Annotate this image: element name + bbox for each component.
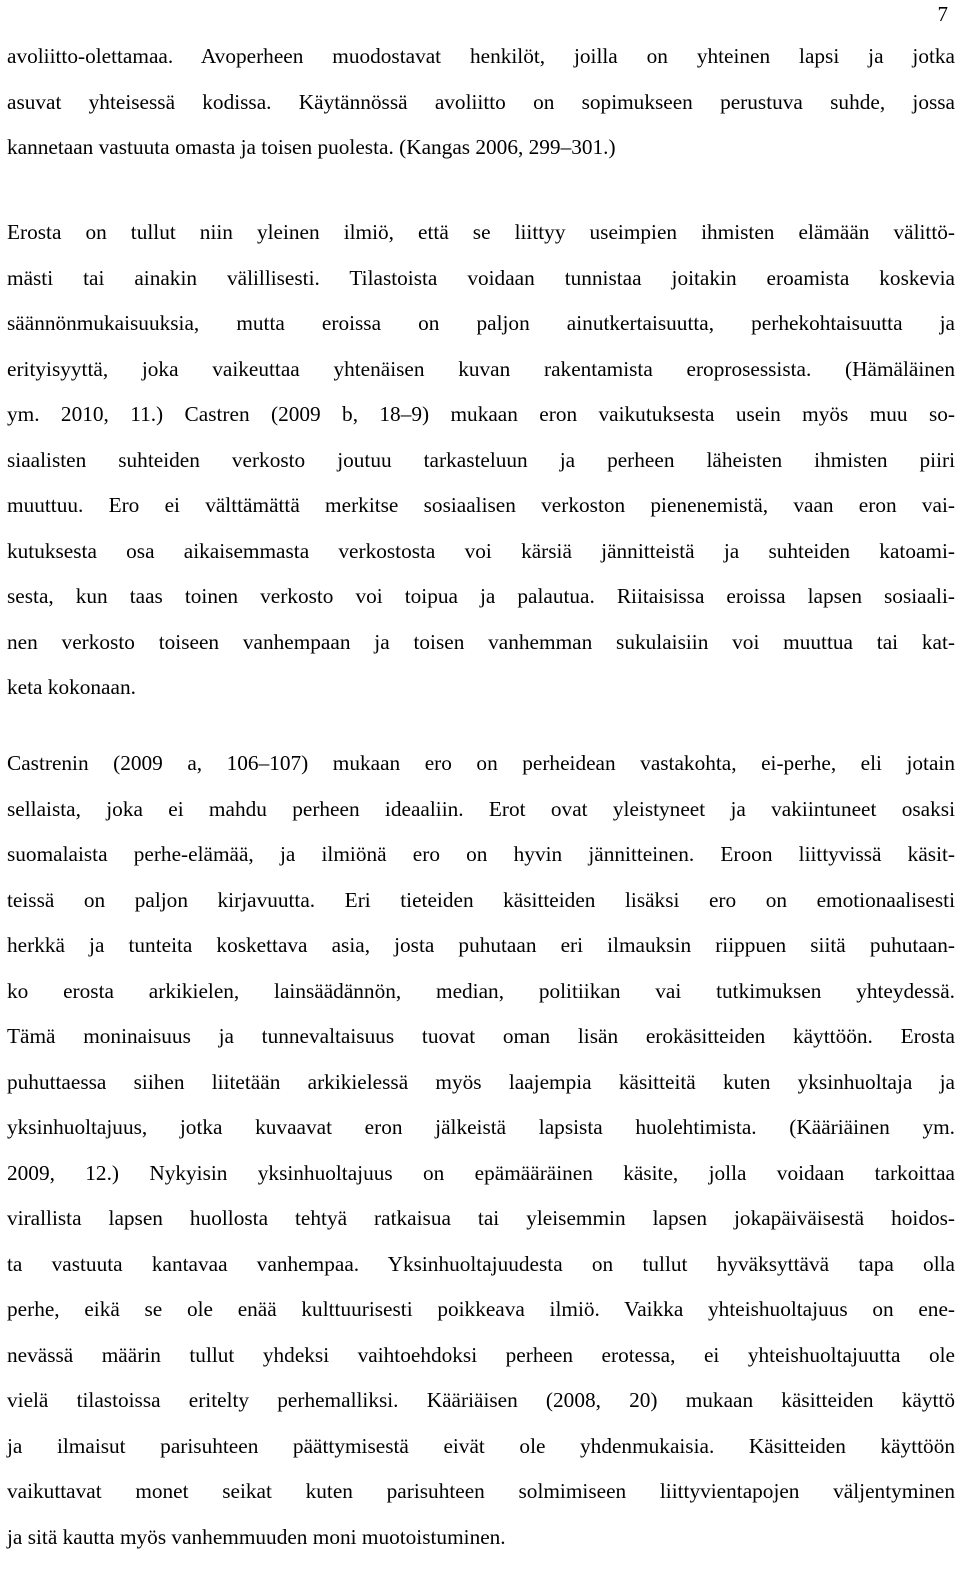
text-line: nen verkosto toiseen vanhempaan ja toisen vanhemman sukulaisiin voi muuttua tai kat-	[7, 629, 955, 654]
text-line: ym. 2010, 11.) Castren (2009 b, 18–9) mukaan eron vaikutuksesta usein myös muu so-	[7, 402, 955, 426]
text-line: muuttuu. Ero ei välttämättä merkitse sosiaalisen verkoston pienenemistä, vaan eron vai-	[7, 493, 955, 517]
text-line: kannetaan vastuuta omasta ja toisen puolesta. (Kangas 2006, 299–301.)	[7, 135, 616, 159]
text-line: teissä on paljon kirjavuutta. Eri tieteiden käsitteiden lisäksi ero on emotionaalisesti	[7, 887, 955, 912]
text-line: säännönmukaisuuksia, mutta eroissa on paljon ainutkertaisuutta, perhekohtaisuutta ja	[7, 311, 955, 335]
text-line: ja ilmaisut parisuhteen päättymisestä eivät ole yhdenmukaisia. Käsitteiden käyttöön	[7, 1433, 955, 1458]
text-line: keta kokonaan.	[7, 675, 136, 699]
text-line: ko erosta arkikielen, lainsäädännön, median, politiikan vai tutkimuksen yhteydessä.	[7, 978, 955, 1003]
text-line: vielä tilastoissa eritelty perhemalliksi. Kääriäisen (2008, 20) mukaan käsitteiden käyttö	[7, 1388, 955, 1412]
text-line: virallista lapsen huollosta tehtyä ratkaisua tai yleisemmin lapsen jokapäiväisestä hoidos-	[7, 1206, 955, 1230]
text-line: ja sitä kautta myös vanhemmuuden moni muotoistuminen.	[7, 1524, 506, 1549]
paragraph-cohabitation	[7, 34, 955, 171]
page-number: 7	[937, 2, 948, 26]
text-line: Tämä moninaisuus ja tunnevaltaisuus tuovat oman lisän erokäsitteiden käyttöön. Erosta	[7, 1024, 955, 1048]
text-line: yksinhuoltajuus, jotka kuvaavat eron jälkeistä lapsista huolehtimista. (Kääriäinen ym.	[7, 1115, 955, 1139]
text-line: kutuksesta osa aikaisemmasta verkostosta voi kärsiä jännitteistä ja suhteiden katoami-	[7, 538, 955, 563]
text-line: Castrenin (2009 a, 106–107) mukaan ero on perheidean vastakohta, ei-perhe, eli jotain	[7, 751, 955, 775]
text-line: mästi tai ainakin välillisesti. Tilastoista voidaan tunnistaa joitakin eroamista koskevia	[7, 265, 955, 290]
text-line: asuvat yhteisessä kodissa. Käytännössä avoliitto on sopimukseen perustuva suhde, jossa	[7, 89, 955, 114]
paragraph-divorce-networks	[7, 210, 955, 711]
text-line: suomalaista perhe-elämää, ja ilmiönä ero on hyvin jännitteinen. Eroon liittyvissä käsit-	[7, 842, 955, 866]
text-line: 2009, 12.) Nykyisin yksinhuoltajuus on epämääräinen käsite, jolla voidaan tarkoittaa	[7, 1160, 955, 1185]
text-line: avoliitto-olettamaa. Avoperheen muodostavat henkilöt, joilla on yhteinen lapsi ja jotka	[7, 44, 955, 68]
text-line: puhuttaessa siihen liitetään arkikielessä myös laajempia käsitteitä kuten yksinhuoltaja ja	[7, 1069, 955, 1094]
text-line: perhe, eikä se ole enää kulttuurisesti poikkeava ilmiö. Vaikka yhteishuoltajuus on ene-	[7, 1297, 955, 1321]
paragraph-divorce-concepts	[7, 741, 955, 1560]
text-line: sesta, kun taas toinen verkosto voi toipua ja palautua. Riitaisissa eroissa lapsen sosiaali-	[7, 584, 955, 608]
text-line: erityisyyttä, joka vaikeuttaa yhtenäisen kuvan rakentamista eroprosessista. (Hämäläinen	[7, 356, 955, 381]
text-line: herkkä ja tunteita koskettava asia, josta puhutaan eri ilmauksin riippuen siitä puhutaan-	[7, 933, 955, 957]
text-line: vaikuttavat monet seikat kuten parisuhteen solmimiseen liittyvientapojen väljentyminen	[7, 1479, 955, 1503]
text-line: sellaista, joka ei mahdu perheen ideaaliin. Erot ovat yleistyneet ja vakiintuneet osaksi	[7, 796, 955, 821]
text-line: ta vastuuta kantavaa vanhempaa. Yksinhuoltajuudesta on tullut hyväksyttävä tapa olla	[7, 1251, 955, 1276]
text-line: siaalisten suhteiden verkosto joutuu tarkasteluun ja perheen läheisten ihmisten piiri	[7, 447, 955, 472]
text-line: nevässä määrin tullut yhdeksi vaihtoehdoksi perheen erotessa, ei yhteishuoltajuutta ole	[7, 1342, 955, 1367]
text-line: Erosta on tullut niin yleinen ilmiö, että se liittyy useimpien ihmisten elämään välittö-	[7, 220, 955, 244]
